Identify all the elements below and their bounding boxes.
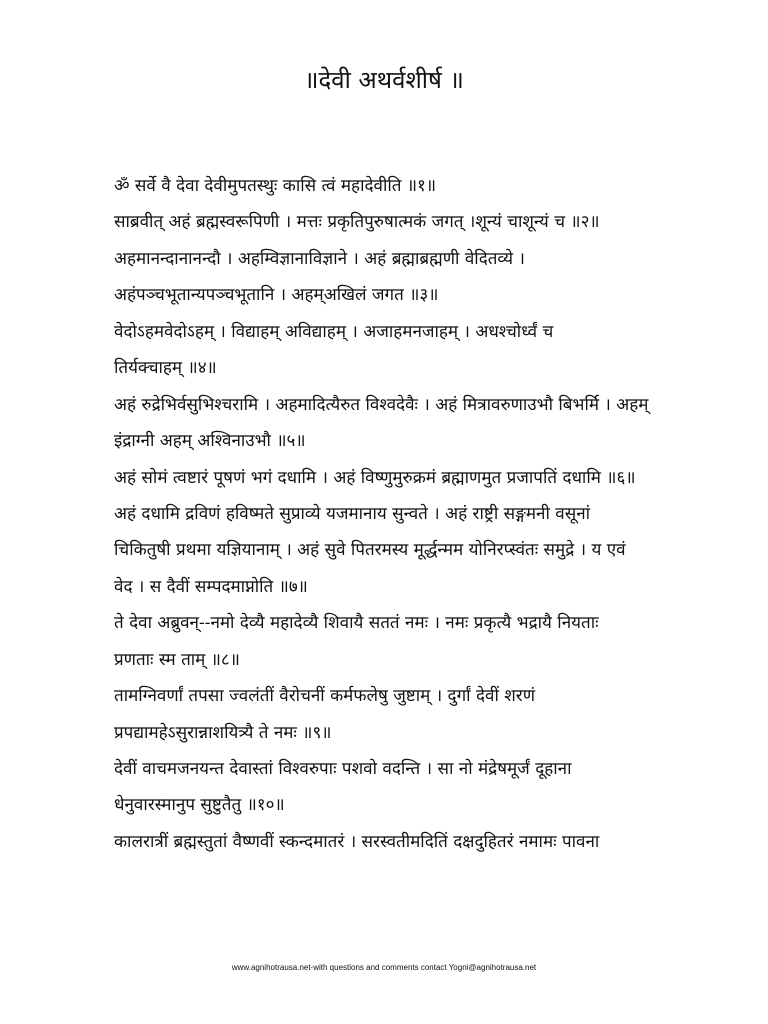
verse-line: ते देवा अब्रुवन्--नमो देव्यै महादेव्यै शिवायै सततं नमः । नमः प्रकृत्यै भद्रायै नियताः <box>114 613 599 634</box>
verse-line: प्रणताः स्म ताम् ॥८॥ <box>114 649 240 670</box>
verse-line: अहंपञ्चभूतान्यपञ्चभूतानि । अहम्अखिलं जगत ॥३॥ <box>114 285 439 306</box>
verse-line: इंद्राग्नी अहम् अश्विनाउभौ ॥५॥ <box>114 431 306 452</box>
verse-line: प्रपद्यामहेऽसुरान्नाशयित्र्यै ते नमः ॥९॥ <box>114 722 332 743</box>
verse-line: देवीं वाचमजनयन्त देवास्तां विश्वरुपाः पशवो वदन्ति । सा नो मंद्रेषमूर्जं दूहाना <box>114 759 572 779</box>
verse-line: धेनुवारस्मानुप सुष्टुतैतु ॥१०॥ <box>114 795 285 816</box>
verse-line: वेद । स दैवीं सम्पदमाप्नोति ॥७॥ <box>114 576 308 597</box>
verse-body <box>114 168 744 860</box>
footer-contact: www.agnihotrausa.net-with questions and comments contact Yogni@agnihotrausa.net <box>231 963 537 972</box>
verse-line: अहं रुद्रेभिर्वसुभिश्चरामि । अहमादित्यैरुत विश्वदेवैः । अहं मित्रावरुणाउभौ बिभर्मि । अहम् <box>114 394 649 415</box>
verse-line: चिकितुषी प्रथमा यज्ञियानाम् । अहं सुवे पितरमस्य मूर्द्धन्मम योनिरप्स्वंतः समुद्रे । य एवं <box>114 540 626 561</box>
verse-line: ॐ सर्वे वै देवा देवीमुपतस्थुः कासि त्वं महादेवीति ॥१॥ <box>114 176 437 196</box>
verse-line: अहमानन्दानानन्दौ । अहम्विज्ञानाविज्ञाने । अहं ब्रह्माब्रह्मणी वेदितव्ये । <box>114 248 525 269</box>
verse-line: वेदोऽहमवेदोऽहम् । विद्याहम् अविद्याहम् । अजाहमनजाहम् । अधश्चोर्ध्वं च <box>114 321 554 342</box>
verse-line: कालरात्रीं ब्रह्मस्तुतां वैष्णवीं स्कन्दमातरं । सरस्वतीमदितिं दक्षदुहितरं नमामः पावना <box>114 831 600 852</box>
page-title: ॥देवी अथर्वशीर्ष ॥ <box>304 66 464 94</box>
verse-line: अहं सोमं त्वष्टारं पूषणं भगं दधामि । अहं विष्णुमुरुक्रमं ब्रह्माणमुत प्रजापतिं दधामि ॥६॥ <box>114 467 636 488</box>
verse-line: साब्रवीत् अहं ब्रह्मस्वरूपिणी । मत्तः प्रकृतिपुरुषात्मकं जगत् ।शून्यं चाशून्यं च ॥२॥ <box>114 212 600 233</box>
verse-line: अहं दधामि द्रविणं हविष्मते सुप्राव्ये यजमानाय सुन्वते । अहं राष्ट्री सङ्गमनी वसूनां <box>114 503 591 524</box>
verse-line: तामग्निवर्णां तपसा ज्वलंतीं वैरोचनीं कर्मफलेषु जुष्टाम् । दुर्गां देवीं शरणं <box>114 686 536 707</box>
verse-line: तिर्यक्चाहम् ॥४॥ <box>114 358 217 379</box>
